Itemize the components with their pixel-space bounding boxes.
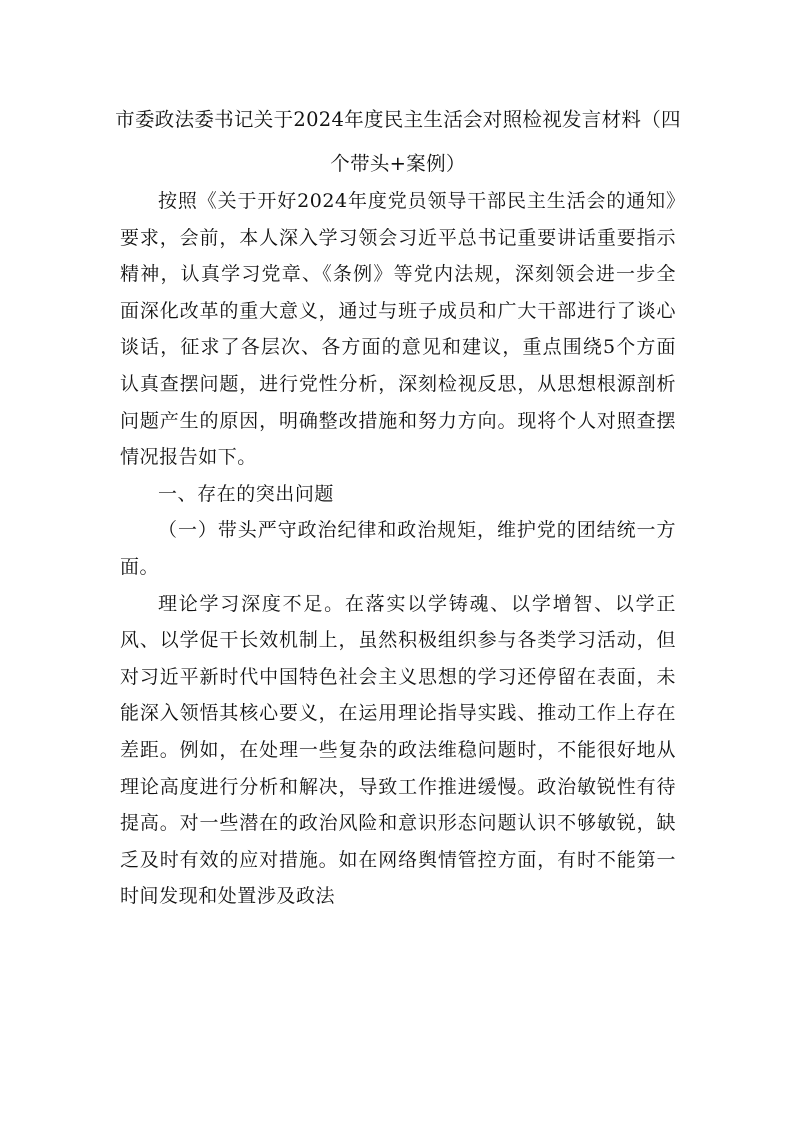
document-title: 市委政法委书记关于2024年度民主生活会对照检视发言材料（四个带头+案例）: [115, 108, 681, 175]
intro-paragraph: 按照《关于开好2024年度党员领导干部民主生活会的通知》要求，会前，本人深入学习领会习近平总书记重要讲话重要指示精神，认真学习党章、《条例》等党内法规，深刻领会进一步全面深化改革的重大意义，通过与班子成员和广大干部进行了谈心谈话，征求了各层次、各方面的意见和建议，重点围绕5个方面认真查摆问题，进行党性分析，深刻检视反思，从思想根源剖析问题产生的原因，明确整改措施和努力方向。现将个人对照查摆情况报告如下。: [120, 190, 676, 469]
subsection-heading: （一）带头严守政治纪律和政治规矩，维护党的团结统一方面。: [120, 519, 676, 578]
body-paragraph: 理论学习深度不足。在落实以学铸魂、以学增智、以学正风、以学促干长效机制上，虽然积极组织参与各类学习活动，但对习近平新时代中国特色社会主义思想的学习还停留在表面，未能深入领悟其核心要义，在运用理论指导实践、推动工作上存在差距。例如，在处理一些复杂的政法维稳问题时，不能很好地从理论高度进行分析和解决，导致工作推进缓慢。政治敏锐性有待提高。对一些潜在的政治风险和意识形态问题认识不够敏锐，缺乏及时有效的应对措施。如在网络舆情管控方面，有时不能第一时间发现和处置涉及政法: [120, 592, 676, 908]
document-body: [120, 183, 676, 915]
section-heading: 一、存在的突出问题: [158, 482, 334, 505]
